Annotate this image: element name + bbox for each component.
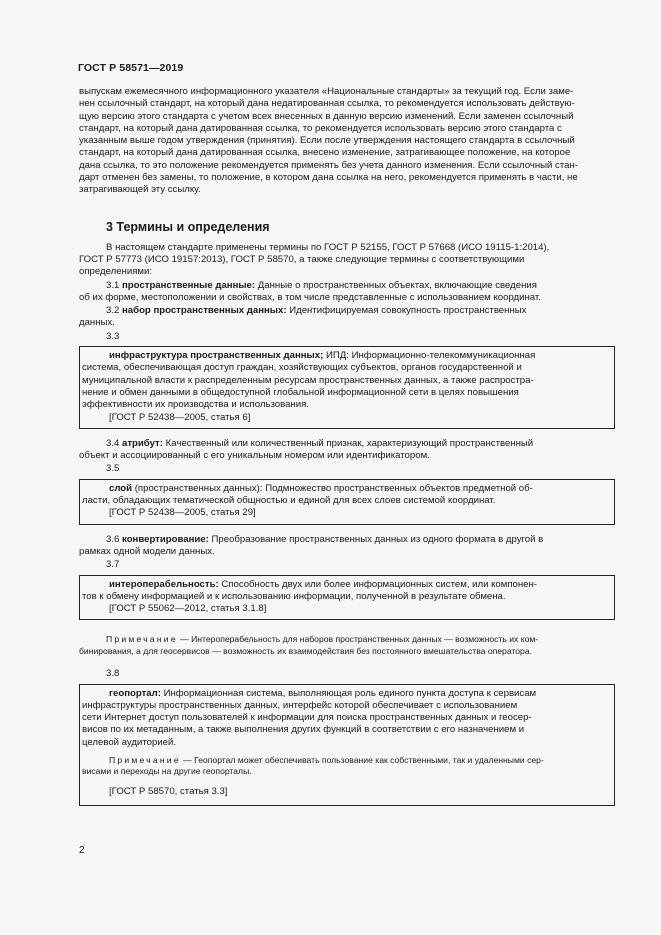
term-name: набор пространственных данных:	[122, 305, 287, 317]
term-3-6	[79, 534, 615, 559]
intro-paragraph	[79, 86, 615, 197]
text-line: указанным выше годом утверждения (принятия). Если после утверждения настоящего стандарта в ссылочный	[79, 135, 575, 147]
text-line: нен ссылочный стандарт, на который дана недатированная ссылка, то рекомендуется использовать действую-	[79, 98, 575, 110]
page-header: ГОСТ Р 58571—2019	[78, 62, 184, 74]
term-number: 3.2	[106, 305, 120, 317]
page-number: 2	[79, 845, 85, 856]
term-definition: Информационная система, выполняющая роль единого пункта доступа к сервисам	[163, 687, 537, 699]
section-heading: 3 Термины и определения	[106, 219, 270, 234]
text-line: инфраструктуры пространственных данных, интерфейс которой обеспечивает с использованием	[82, 699, 518, 711]
term-3-4	[79, 438, 615, 463]
term-definition: Способность двух или более информационных систем, или компонен-	[221, 578, 537, 590]
note-text: — Геопортал может обеспечивать пользование как собственными, так и удаленными сер-	[183, 754, 544, 765]
term-definition: Преобразование пространственных данных из одного формата в другой в	[211, 533, 544, 545]
term-3-1	[79, 280, 615, 305]
term-definition: Информационно-телекоммуникационная	[351, 350, 536, 362]
term-3-3-box	[79, 346, 615, 429]
text-line: система, обеспечивающая доступ граждан, хозяйствующих субъектов, органов государственной и	[82, 362, 522, 374]
text-line: затрагивающей эту ссылку.	[79, 184, 201, 196]
text-line: об их форме, местоположении и свойствах, в том числе представленные с использованием координат.	[79, 291, 541, 303]
text-line: объект и ассоциированный с его уникальным номером или идентификатором.	[79, 450, 430, 462]
text-line: эффективности их производства и использования.	[82, 399, 309, 411]
term-number: 3.3	[106, 330, 120, 342]
note-3-7	[79, 634, 615, 657]
text-line: определениями:	[79, 266, 153, 278]
term-3-2	[79, 305, 615, 330]
term-definition: Качественный или количественный признак, характеризующий пространственный	[165, 437, 534, 449]
text-line: В настоящем стандарте применены термины по ГОСТ Р 52155, ГОСТ Р 57668 (ИСО 19115-1:2014),	[106, 241, 550, 253]
text-line: ГОСТ Р 57773 (ИСО 19157:2013), ГОСТ Р 58570, а также следующие термины с соответствующими	[79, 253, 525, 265]
text-line: дарт отменен без замены, то положение, в котором дана ссылка на него, рекомендуется применять в части, не	[79, 172, 578, 184]
term-abbr: ИПД:	[325, 350, 349, 362]
term-source: [ГОСТ Р 55062—2012, статья 3.1.8]	[109, 603, 267, 615]
term-qualifier: (пространственных данных):	[134, 482, 263, 494]
term-source: [ГОСТ Р 58570, статья 3.3]	[109, 785, 228, 797]
text-line: стандарт, на который дана датированная ссылка, то рекомендуется использовать версию этого стандарта с	[79, 122, 562, 134]
term-definition: Идентифицируемая совокупность пространственных	[289, 305, 527, 317]
term-number: 3.6	[106, 533, 120, 545]
text-line: выпускам ежемесячного информационного указателя «Национальные стандарты» за текущий год. Если заме-	[79, 86, 574, 97]
text-line: нение и обмен данными в общедоступной глобальной информационной сети в целях повышения	[82, 386, 519, 398]
section-intro	[79, 242, 615, 279]
term-name: интероперабельность:	[109, 578, 219, 590]
note-text: бинирования, а для геосервисов — возможность их взаимодействия без постоянного вмешательства оператора.	[79, 645, 532, 656]
term-name: инфраструктура пространственных данных;	[109, 350, 324, 362]
page-content	[79, 86, 615, 806]
term-name: пространственные данные:	[122, 279, 256, 291]
term-3-8-box	[79, 684, 615, 807]
note-text: висами и переходы на другие геопорталы.	[82, 766, 252, 777]
term-definition: Данные о пространственных объектах, включающие сведения	[257, 279, 537, 291]
term-number: 3.7	[106, 559, 120, 571]
note-label: Примечание	[109, 754, 181, 765]
term-source: [ГОСТ Р 52438—2005, статья 6]	[109, 411, 251, 423]
note-label: Примечание	[106, 634, 178, 645]
text-line: целевой аудиторией.	[82, 736, 177, 748]
term-definition: Подмножество пространственных объектов предметной об-	[265, 482, 533, 494]
term-name: конвертирование:	[122, 533, 209, 545]
term-3-7-box	[79, 575, 615, 621]
term-number: 3.8	[106, 668, 120, 680]
text-line: стандарт, на который дана датированная ссылка, внесено изменение, затрагивающее положение, на которое	[79, 147, 571, 159]
text-line: ласти, обладающих тематической общностью и единой для всех слоев системой координат.	[82, 495, 496, 507]
text-line: дана ссылка, то это положение рекомендуется применять без учета данного изменения. Если ссылочный стан-	[79, 159, 578, 171]
text-line: тов к обмену информацией и к использованию информации, полученной в результате обмена.	[82, 590, 506, 602]
text-line: сети Интернет доступ пользователей к информации для поиска пространственных данных и геосер-	[82, 712, 532, 724]
text-line: данных.	[79, 317, 115, 329]
term-3-5-box	[79, 479, 615, 525]
term-number: 3.1	[106, 279, 120, 291]
text-line: рамках одной модели данных.	[79, 545, 215, 557]
term-number: 3.5	[106, 463, 120, 475]
note-text: — Интероперабельность для наборов пространственных данных — возможность их ком-	[180, 634, 539, 645]
text-line: муниципальной власти к распределенным ресурсам пространственных данных, а также распростра-	[82, 374, 534, 386]
term-source: [ГОСТ Р 52438—2005, статья 29]	[109, 507, 256, 519]
text-line: щую версию этого стандарта с учетом всех внесенных в данную версию изменений. Если заменен ссылочный	[79, 110, 574, 122]
term-name: геопортал:	[109, 687, 161, 699]
text-line: висов по их метаданным, а также выполнения других функций в соответствии с его назначением и	[82, 724, 525, 736]
term-number: 3.4	[106, 437, 120, 449]
term-name: слой	[109, 482, 133, 494]
term-name: атрибут:	[122, 437, 163, 449]
